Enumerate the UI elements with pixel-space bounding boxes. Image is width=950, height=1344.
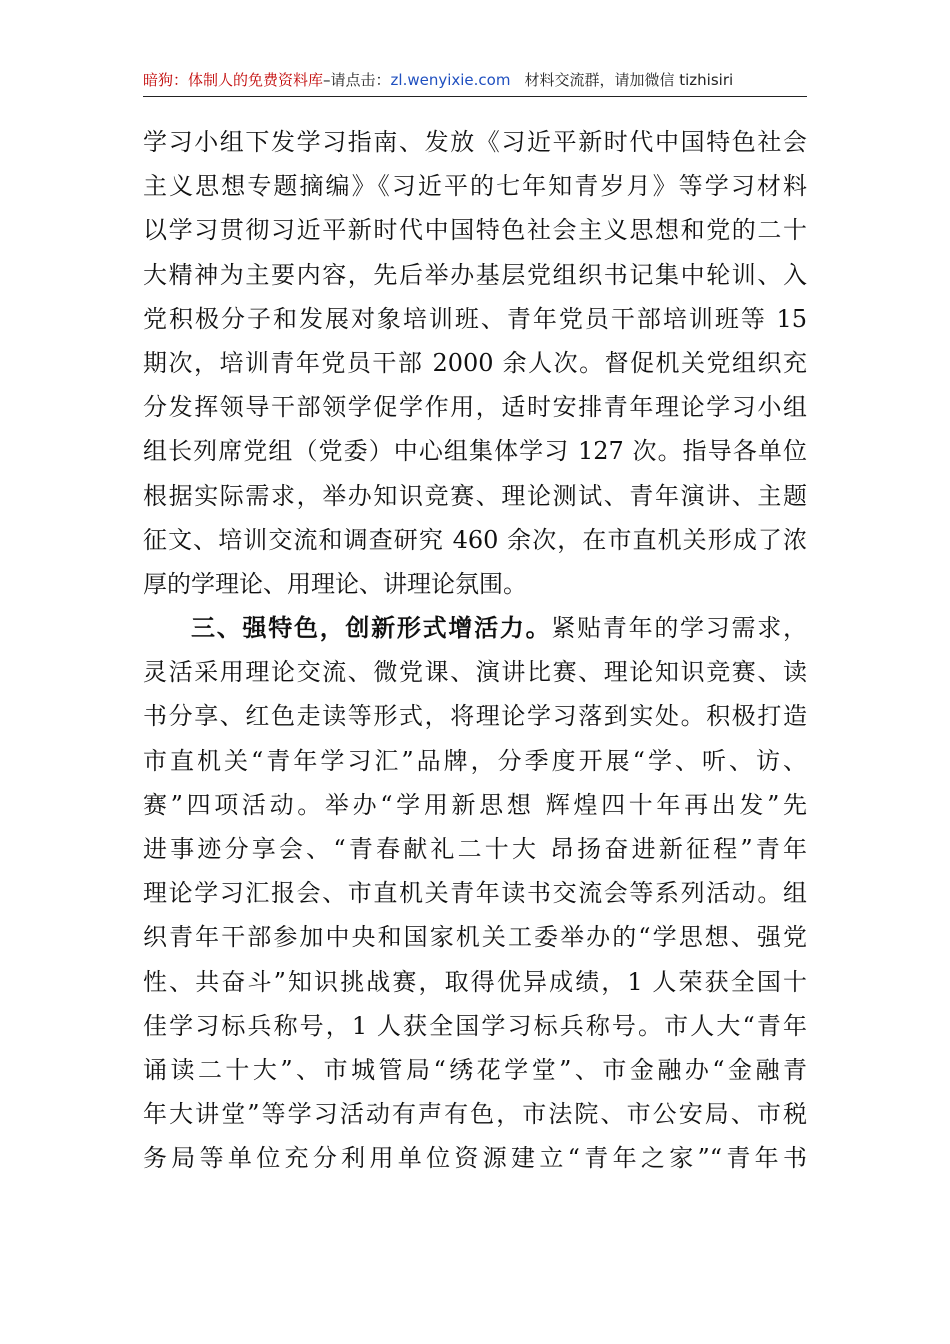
text-line: 灵活采用理论交流、微党课、演讲比赛、理论知识竞赛、读 [143, 658, 807, 687]
section-3-heading: 三、强特色，创新形式增活力。 [191, 613, 552, 643]
text-line: 赛”四项活动。举办“学用新思想 辉煌四十年再出发”先 [143, 790, 807, 819]
text-line: 以学习贯彻习近平新时代中国特色社会主义思想和党的二十 [143, 216, 807, 245]
header-separator: –请点击： [323, 71, 391, 89]
text-line: 组长列席党组（党委）中心组集体学习 127 次。指导各单位 [143, 437, 807, 466]
section-3-first-line [143, 606, 807, 650]
text-line: 年大讲堂”等学习活动有声有色，市法院、市公安局、市税 [143, 1100, 807, 1129]
text-line: 主义思想专题摘编》《习近平的七年知青岁月》等学习材料 [143, 172, 807, 201]
page-header [143, 68, 807, 97]
text-line: 性、共奋斗”知识挑战赛，取得优异成绩，1 人荣获全国十 [143, 967, 807, 996]
section-3-first-tail: 紧贴青年的学习需求， [551, 614, 807, 643]
text-line: 根据实际需求，举办知识竞赛、理论测试、青年演讲、主题 [143, 481, 807, 510]
header-link[interactable]: zl.wenyixie.com [390, 71, 511, 89]
header-brand: 暗狗：体制人的免费资料库 [143, 71, 324, 89]
text-line: 织青年干部参加中央和国家机关工委举办的“学思想、强党 [143, 923, 807, 952]
text-line: 理论学习汇报会、市直机关青年读书交流会等系列活动。组 [143, 879, 807, 908]
text-line: 学习小组下发学习指南、发放《习近平新时代中国特色社会 [143, 128, 807, 156]
text-line: 进事迹分享会、“青春献礼二十大 昂扬奋进新征程”青年 [143, 835, 807, 863]
text-line: 佳学习标兵称号，1 人获全国学习标兵称号。市人大“青年 [143, 1011, 807, 1040]
text-line: 分发挥领导干部领学促学作用，适时安排青年理论学习小组 [143, 393, 807, 422]
text-line: 市直机关“青年学习汇”品牌，分季度开展“学、听、访、 [143, 746, 807, 775]
text-line: 务局等单位充分利用单位资源建立“青年之家”“青年书 [143, 1144, 807, 1173]
header-contact: 材料交流群，请加微信 tizhisiri [524, 71, 734, 89]
text-line: 党积极分子和发展对象培训班、青年党员干部培训班等 15 [143, 304, 807, 333]
text-line: 期次，培训青年党员干部 2000 余人次。督促机关党组织充 [143, 348, 807, 377]
text-line: 诵读二十大”、市城管局“绣花学堂”、市金融办“金融青 [143, 1055, 807, 1084]
text-line: 征文、培训交流和调查研究 460 余次，在市直机关形成了浓 [143, 525, 807, 554]
text-line: 厚的学理论、用理论、讲理论氛围。 [143, 569, 527, 598]
text-line: 书分享、红色走读等形式，将理论学习落到实处。积极打造 [143, 702, 807, 731]
document-body [143, 120, 807, 1181]
text-line: 大精神为主要内容，先后举办基层党组织书记集中轮训、入 [143, 260, 807, 289]
